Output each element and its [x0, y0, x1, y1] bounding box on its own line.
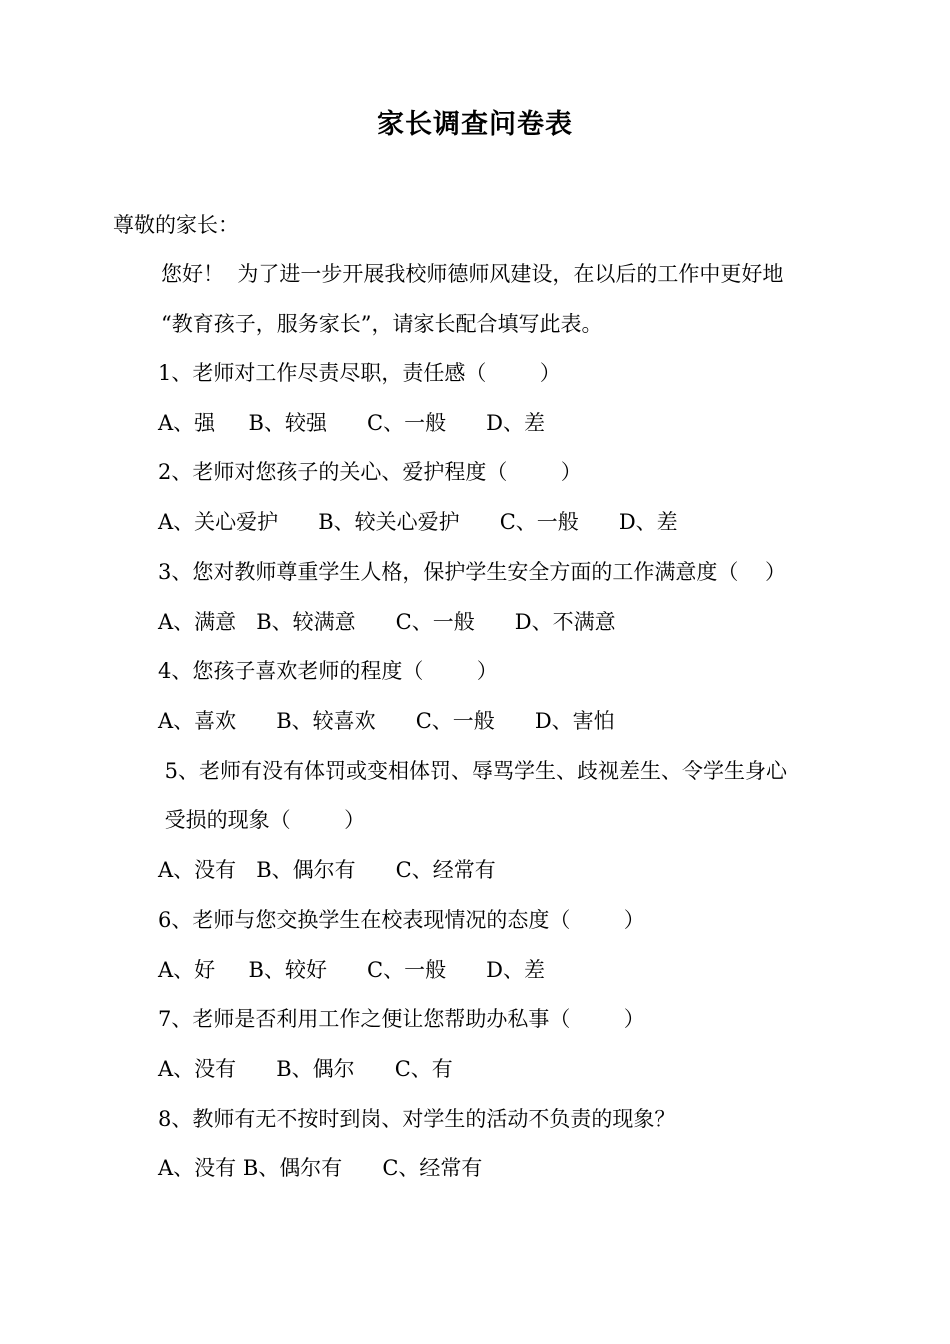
question-8: 8、教师有无不按时到岗、对学生的活动不负责的现象？	[158, 1107, 676, 1131]
intro-line-1: 您好！ 为了进一步开展我校师德师风建设，在以后的工作中更好地	[161, 262, 784, 286]
page-title: 家长调查问卷表	[377, 109, 573, 140]
question-5-line-1: 5、老师有没有体罚或变相体罚、辱骂学生、歧视差生、令学生身心	[158, 759, 788, 783]
question-6: 6、老师与您交换学生在校表现情况的态度（ ）	[158, 908, 645, 932]
question-1-options: A、强 B、较强 C、一般 D、差	[158, 411, 545, 435]
question-4-options: A、喜欢 B、较喜欢 C、一般 D、害怕	[158, 709, 615, 733]
salutation: 尊敬的家长：	[113, 213, 239, 237]
question-3: 3、您对教师尊重学生人格，保护学生安全方面的工作满意度（ ）	[158, 560, 787, 584]
question-8-options: A、没有 B、偶尔有 C、经常有	[158, 1156, 483, 1180]
intro-line-2: “教育孩子，服务家长”，请家长配合填写此表。	[161, 312, 603, 336]
question-7: 7、老师是否利用工作之便让您帮助办私事（ ）	[158, 1007, 645, 1031]
question-3-options: A、满意 B、较满意 C、一般 D、不满意	[158, 610, 616, 634]
question-5-options: A、没有 B、偶尔有 C、经常有	[158, 858, 496, 882]
question-1: 1、老师对工作尽责尽职，责任感（ ）	[158, 361, 561, 385]
question-5-line-2: 受损的现象（ ）	[158, 808, 366, 832]
question-7-options: A、没有 B、偶尔 C、有	[158, 1057, 453, 1081]
question-2: 2、老师对您孩子的关心、爱护程度（ ）	[158, 460, 582, 484]
question-2-options: A、关心爱护 B、较关心爱护 C、一般 D、差	[158, 510, 678, 534]
question-6-options: A、好 B、较好 C、一般 D、差	[158, 958, 545, 982]
question-4: 4、您孩子喜欢老师的程度（ ）	[158, 659, 498, 683]
